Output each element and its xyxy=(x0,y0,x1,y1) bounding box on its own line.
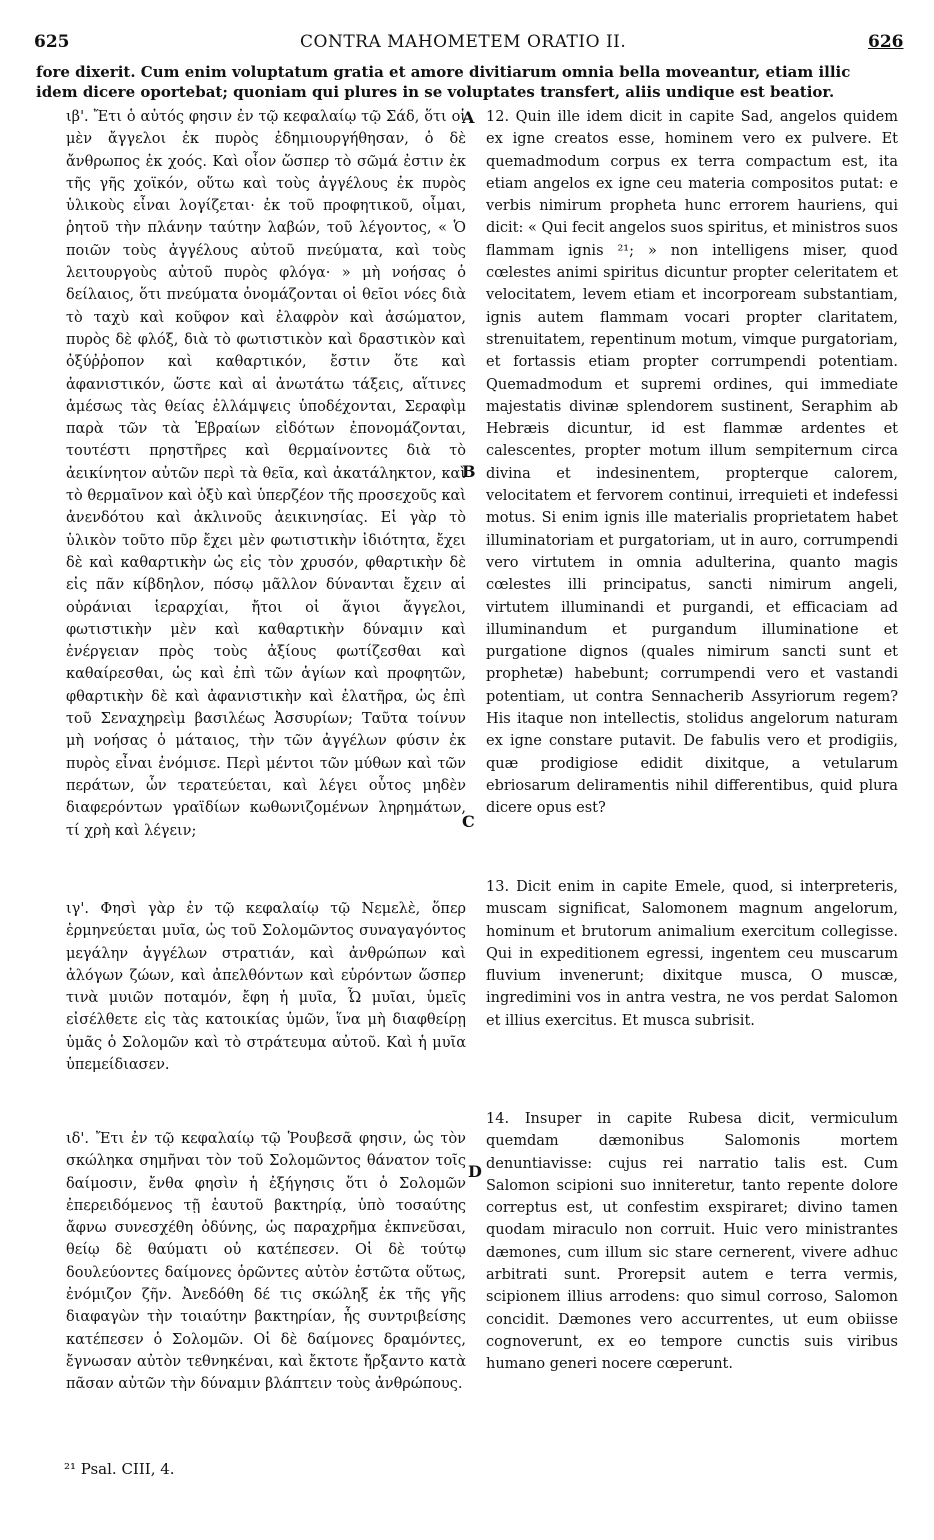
greek-text: ιγ'. Φησὶ γὰρ ἐν τῷ κεφαλαίῳ τῷ Νεμελὲ, ὅπερ ἑρμηνεύεται μυῖα, ὡς τοῦ Σολομῶντος συναγαγόντος μεγάλην ἀγγέλων στρατιάν, καὶ ἀνθρώπων καὶ ἀλόγων ζώων, καὶ ἀπελθόντων καὶ εὑρόντων ὥσπερ τινὰ μυιῶν ποταμόν, ἔφη ἡ μυῖα, Ὦ μυῖαι, ὑμεῖς εἰσέλθετε εἰς τὰς κατοικίας ὑμῶν, ἵνα μὴ διαφθείρῃ ὑμᾶς ὁ Σολομῶν καὶ τὸ στράτευμα αὐτοῦ. Καὶ ἡ μυῖα ὑπεμείδιασεν. xyxy=(66,901,466,1074)
carry-over-line: idem dicere oportebat; quoniam qui plures in se voluptates transfert, aliis undique est beatior. xyxy=(36,83,835,101)
carry-over-text xyxy=(36,62,902,102)
latin-text: 12. Quin ille idem dicit in capite Sad, angelos quidem ex igne creatos esse, hominem vero ex pulvere. Et quemadmodum corpus ex terra compactum est, ita etiam angelos ex igne ceu materia compositos putat: e verbis nimirum propheta hunc errorem hauriens, qui dicit: « Qui fecit angelos suos spiritus, et ministros suos flammam ignis ²¹; » non intelligens miser, quod cœlestes animi spiritus dicuntur propter celeritatem et velocitatem, levem etiam et incorpoream substantiam, ignis autem flammam vocari propter claritatem, strenuitatem, repentinum motum, vimque purgatoriam, et fortassis etiam propter corrumpendi potentiam. Quemadmodum et supremi ordines, qui immediate majestatis divinæ splendorem sustinent, Seraphim ab Hebræis dicuntur, id est flammæ ardentes et calescentes, propter motum illum sempiternum circa divina et indesinentem, propterque calorem, velocitatem et fervorem continui, irrequieti et indefessi motus. Si enim ignis ille materialis proprietatem habet illuminatoriam et purgatoriam, ut in auro, corrumpendi vero virtutem in omnia adulterina, quanto magis cœlestes illi principatus, sancti nimirum angeli, virtutem illuminandi et purgandi, et efficaciam ad illuminandum et purgandum illuminatione et purgatione dignos (quales nimirum sancti sunt et prophetæ) habebunt; corrumpendi vero et vastandi potentiam, ut contra Sennacherib Assyriorum regem? His itaque non intellectis, stolidus angelorum naturam ex igne constare putavit. De fabulis vero et prodigiis, quæ prodigiose edidit dixitque, a vetularum ebriosarum deliramentis nihil differentibus, quid plura dicere opus est? xyxy=(486,109,898,817)
latin-paragraph-12 xyxy=(486,106,898,876)
left-page-number: 625 xyxy=(34,32,70,52)
greek-text: ιδ'. Ἔτι ἐν τῷ κεφαλαίῳ τῷ Ῥουβεσᾶ φησιν, ὡς τὸν σκώληκα σημῆναι τὸν τοῦ Σολομῶντος θάνατον τοῖς δαίμοσιν, ἔνθα φησὶν ἡ ἐξήγησις ὅτι ὁ Σολομῶν ἐπερειδόμενος τῇ ἑαυτοῦ βακτηρίᾳ, ὑπὸ τοσαύτης ἄφνω συνεσχέθη ὀδύνης, ὡς παραχρῆμα ἐκπνεῦσαι, θείῳ δὲ θαύματι οὐ κατέπεσεν. Οἱ δὲ τούτῳ δουλεύοντες δαίμονες ὁρῶντες αὐτὸν ἑστῶτα οὕτως, ἐνόμιζον ζῆν. Ἀνεδόθη δέ τις σκώληξ ἐκ τῆς γῆς διαφαγὼν τὴν τοιαύτην βακτηρίαν, ἧς συντριβείσης κατέπεσεν ὁ Σολομῶν. Οἱ δὲ δαίμονες δραμόντες, ἔγνωσαν αὐτὸν τεθνηκέναι, καὶ ἔκτοτε ἤρξαντο κατὰ πᾶσαν αὐτῶν τὴν δύναμιν βλάπτειν τοὺς ἀνθρώπους. xyxy=(66,1131,466,1393)
greek-paragraph-14 xyxy=(66,1128,466,1428)
latin-paragraph-14 xyxy=(486,1108,898,1408)
running-title: CONTRA MAHOMETEM ORATIO II. xyxy=(300,32,627,52)
latin-paragraph-13 xyxy=(486,876,898,1104)
section-marker-d: D xyxy=(468,1162,482,1181)
carry-over-line: fore dixerit. Cum enim voluptatum gratia et amore divitiarum omnia bella moveantur, etiam illic xyxy=(36,63,851,81)
greek-text: ιβ'. Ἔτι ὁ αὐτός φησιν ἐν τῷ κεφαλαίῳ τῷ Σάδ, ὅτι οἱ μὲν ἄγγελοι ἐκ πυρὸς ἐδημιουργήθησαν, ὁ δὲ ἄνθρωπος ἐκ χοός. Καὶ οἷον ὥσπερ τὸ σῶμά ἐστιν ἐκ τῆς γῆς χοϊκόν, οὕτω καὶ τοὺς ἀγγέλους ἐκ πυρὸς ὑλικοὺς εἶναι λογίζεται· ἐκ τοῦ προφητικοῦ, οἶμαι, ῥητοῦ τὴν πλάνην ταύτην λαβών, τοῦ λέγοντος, « Ὁ ποιῶν τοὺς ἀγγέλους αὐτοῦ πνεύματα, καὶ τοὺς λειτουργοὺς αὐτοῦ πυρὸς φλόγα· » μὴ νοήσας ὁ δείλαιος, ὅτι πνεύματα ὀνομάζονται οἱ θεῖοι νόες διὰ τὸ ταχὺ καὶ κοῦφον καὶ ἐλαφρὸν καὶ ἀσώματον, πυρὸς δὲ φλόξ, διὰ τὸ φωτιστικὸν καὶ δραστικὸν καὶ ὀξύῤῥοπον καὶ καθαρτικόν, ἔστιν ὅτε καὶ ἀφανιστικόν, ὥστε καὶ αἱ ἀνωτάτω τάξεις, αἵτινες ἀμέσως τὰς θείας ἐλλάμψεις ὑποδέχονται, Σεραφὶμ παρὰ τῶν τὰ Ἑβραίων εἰδότων ἐπονομάζονται, τουτέστι πρηστῆρες καὶ θερμαίνοντες διὰ τὸ ἀεικίνητον αὐτῶν περὶ τὰ θεῖα, καὶ ἀκατάληκτον, καὶ τὸ θερμαῖνον καὶ ὀξὺ καὶ ὑπερζέον τῆς προσεχοῦς καὶ ἀνενδότου καὶ ἀκλινοῦς ἀεικινησίας. Εἰ γὰρ τὸ ὑλικὸν τοῦτο πῦρ ἔχει μὲν φωτιστικὴν ἰδιότητα, ἔχει δὲ καὶ καθαρτικὴν ὡς εἰς τὸν χρυσόν, φθαρτικὴν δὲ εἰς πᾶν κίβδηλον, πόσῳ μᾶλλον δύνανται ἔχειν αἱ οὐράνιαι ἱεραρχίαι, ἤτοι οἱ ἅγιοι ἄγγελοι, φωτιστικὴν μὲν καὶ καθαρτικὴν δύναμιν καὶ ἐνέργειαν πρὸς τοὺς ἀξίους φωτίζεσθαι καὶ καθαίρεσθαι, ὡς καὶ ἐπὶ τῶν ἁγίων καὶ προφητῶν, φθαρτικὴν δὲ καὶ ἀφανιστικὴν καὶ ἐλατῆρα, ὡς ἐπὶ τοῦ Σεναχηρεὶμ βασιλέως Ἀσσυρίων; Ταῦτα τοίνυν μὴ νοήσας ὁ μάταιος, τὴν τῶν ἀγγέλων φύσιν ἐκ πυρὸς εἶναι ἐνόμισε. Περὶ μέντοι τῶν μύθων καὶ τῶν περάτων, ὧν τερατεύεται, καὶ λέγει οὗτος μηδὲν διαφερόντων γραϊδίων κωθωνιζομένων ληρημάτων, τί χρὴ καὶ λέγειν; xyxy=(66,109,466,839)
footnote: ²¹ Psal. CIII, 4. xyxy=(64,1460,175,1478)
section-marker-c: C xyxy=(462,812,475,831)
greek-paragraph-13 xyxy=(66,898,466,1120)
section-marker-a: A xyxy=(462,108,475,127)
right-page-number: 626 xyxy=(868,32,904,52)
latin-text: 14. Insuper in capite Rubesa dicit, vermiculum quemdam dæmonibus Salomonis mortem denuntiavisse: cujus rei narratio talis est. Cum Salomon scipioni suo inniteretur, tanto repente dolore correptus est, ut confestim exspiraret; divino tamen quodam miraculo non corruit. Huic vero ministrantes dæmones, cum illum sic stare cernerent, vivere adhuc arbitrati sunt. Prorepsit autem e terra vermis, scipionem illius arrodens: quo simul corroso, Salomon concidit. Dæmones vero accurrentes, ut eum obiisse cognoverunt, ex eo tempore cunctis suis viribus humano generi nocere cœperunt. xyxy=(486,1111,898,1373)
latin-text: 13. Dicit enim in capite Emele, quod, si interpreteris, muscam significat, Salomonem magnum angelorum, hominum et brutorum animalium exercitum collegisse. Qui in expeditionem egressi, ingentem ceu muscarum fluvium invenerunt; dixitque musca, O muscæ, ingredimini vos in antra vestra, ne vos perdat Salomon et illius exercitus. Et musca subrisit. xyxy=(486,879,898,1029)
greek-paragraph-12 xyxy=(66,106,466,876)
section-marker-b: B xyxy=(462,462,476,481)
